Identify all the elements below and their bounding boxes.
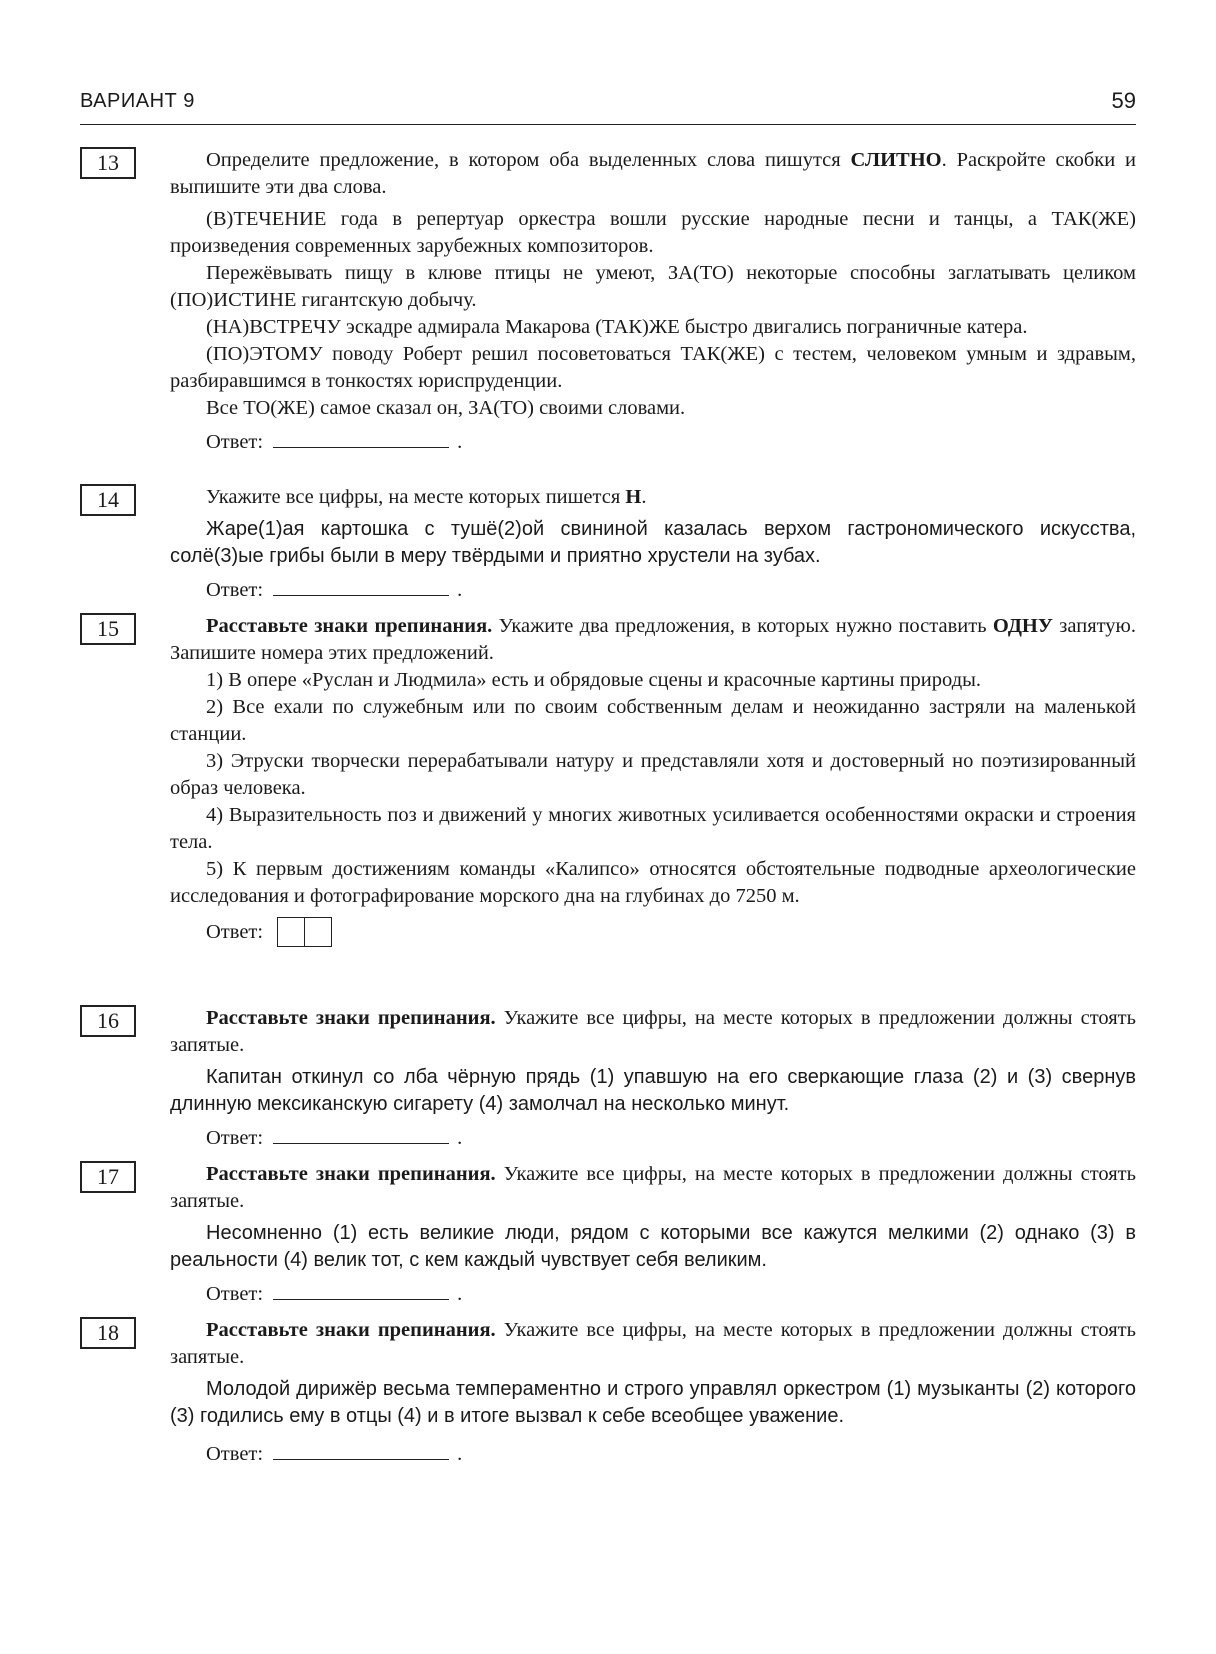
option-sentence: (ПО)ЭТОМУ поводу Роберт решил посоветоваться ТАК(ЖЕ) с тестем, человеком умным и здравым, разбиравшимся в тонкостях юриспруденции. [170, 343, 1136, 392]
header-divider [80, 124, 1136, 125]
answer-label: Ответ: [206, 1443, 264, 1465]
task-text: Молодой дирижёр весьма темпераментно и строго управлял оркестром (1) музыканты (2) которого (3) годились ему в отцы (4) и в итоге вызвал к себе всеобщее уважение. [170, 1378, 1136, 1427]
task-instruction: Определите предложение, в котором оба выделенных слова пишутся СЛИТНО. Раскройте скобки и выпишите эти два слова. [170, 149, 1137, 198]
answer-cell[interactable] [304, 917, 332, 947]
answer-label: Ответ: [206, 1127, 264, 1149]
option-sentence: Пережёвывать пищу в клюве птицы не умеют, ЗА(ТО) некоторые способны заглатывать целиком (ПО)ИСТИНЕ гигантскую добычу. [170, 262, 1136, 311]
option-sentence: 1) В опере «Руслан и Людмила» есть и обрядовые сцены и красочные картины природы. [206, 669, 982, 691]
answer-line[interactable] [273, 1142, 449, 1144]
task-text: Несомненно (1) есть великие люди, рядом с которыми все кажутся мелкими (2) однако (3) в реальности (4) велик тот, с кем каждый чувствует себя великим. [170, 1222, 1136, 1271]
answer-cell[interactable] [277, 917, 305, 947]
task-number-box: 15 [80, 613, 136, 645]
option-sentence: 2) Все ехали по служебным или по своим собственным делам и неожиданно застряли на маленькой станции. [170, 696, 1136, 745]
answer-line[interactable] [273, 594, 449, 596]
task-content [170, 1161, 1136, 1308]
page-header [80, 88, 1136, 118]
answer-cells [277, 917, 330, 947]
page-number: 59 [1111, 88, 1136, 113]
answer-label: Ответ: [206, 921, 264, 943]
task-instruction: Расставьте знаки препинания. Укажите все цифры, на месте которых в предложении должны стоять запятые. [170, 1319, 1136, 1368]
option-sentence: 5) К первым достижениям команды «Калипсо» относятся обстоятельные подводные археологические исследования и фотографирование морского дна на глубинах до 7250 м. [170, 858, 1136, 907]
task-instruction: Расставьте знаки препинания. Укажите два предложения, в которых нужно поставить ОДНУ запятую. Запишите номера этих предложений. [170, 615, 1136, 664]
answer-label: Ответ: [206, 579, 264, 601]
task-instruction: Расставьте знаки препинания. Укажите все цифры, на месте которых в предложении должны стоять запятые. [170, 1007, 1136, 1056]
task-instruction: Укажите все цифры, на месте которых пишется Н. [206, 486, 647, 508]
task-content [170, 484, 1136, 604]
option-sentence: (НА)ВСТРЕЧУ эскадре адмирала Макарова (ТАК)ЖЕ быстро двигались пограничные катера. [206, 316, 1028, 338]
task-text: Капитан откинул со лба чёрную прядь (1) упавшую на его сверкающие глаза (2) и (3) свернув длинную мексиканскую сигарету (4) замолчал на несколько минут. [170, 1066, 1136, 1115]
answer-row: Ответ: . [206, 1283, 463, 1305]
task-instruction: Расставьте знаки препинания. Укажите все цифры, на месте которых в предложении должны стоять запятые. [170, 1163, 1136, 1212]
task-number-box: 18 [80, 1317, 136, 1349]
option-sentence: 4) Выразительность поз и движений у многих животных усиливается особенностями окраски и строения тела. [170, 804, 1136, 853]
task-text: Жаре(1)ая картошка с тушё(2)ой свининой казалась верхом гастрономического искусства, солё(3)ые грибы были в меру твёрдыми и приятно хрустели на зубах. [170, 518, 1136, 567]
task-number-box: 14 [80, 484, 136, 516]
option-sentence: (В)ТЕЧЕНИЕ года в репертуар оркестра вошли русские народные песни и танцы, а ТАК(ЖЕ) произведения современных зарубежных композиторов. [170, 208, 1136, 257]
task-number-box: 13 [80, 147, 136, 179]
task-content [170, 1317, 1136, 1468]
answer-line[interactable] [273, 446, 449, 448]
answer-line[interactable] [273, 1458, 449, 1460]
answer-label: Ответ: [206, 1283, 264, 1305]
option-sentence: Все ТО(ЖЕ) самое сказал он, ЗА(ТО) своими словами. [206, 397, 686, 419]
task-number-box: 16 [80, 1005, 136, 1037]
task-content [170, 613, 1136, 946]
option-sentence: 3) Этруски творчески перерабатывали натуру и представляли хотя и достоверный но поэтизированный образ человека. [170, 750, 1136, 799]
answer-row: Ответ: . [206, 579, 463, 601]
answer-row: Ответ: . [206, 1443, 463, 1465]
answer-row: Ответ: . [206, 431, 463, 453]
task-number-box: 17 [80, 1161, 136, 1193]
answer-label: Ответ: [206, 431, 264, 453]
answer-row: Ответ: . [206, 1127, 463, 1149]
variant-title: ВАРИАНТ 9 [80, 90, 195, 112]
answer-row [170, 918, 1136, 946]
answer-line[interactable] [273, 1298, 449, 1300]
task-content [170, 1005, 1136, 1152]
task-content [170, 147, 1136, 456]
